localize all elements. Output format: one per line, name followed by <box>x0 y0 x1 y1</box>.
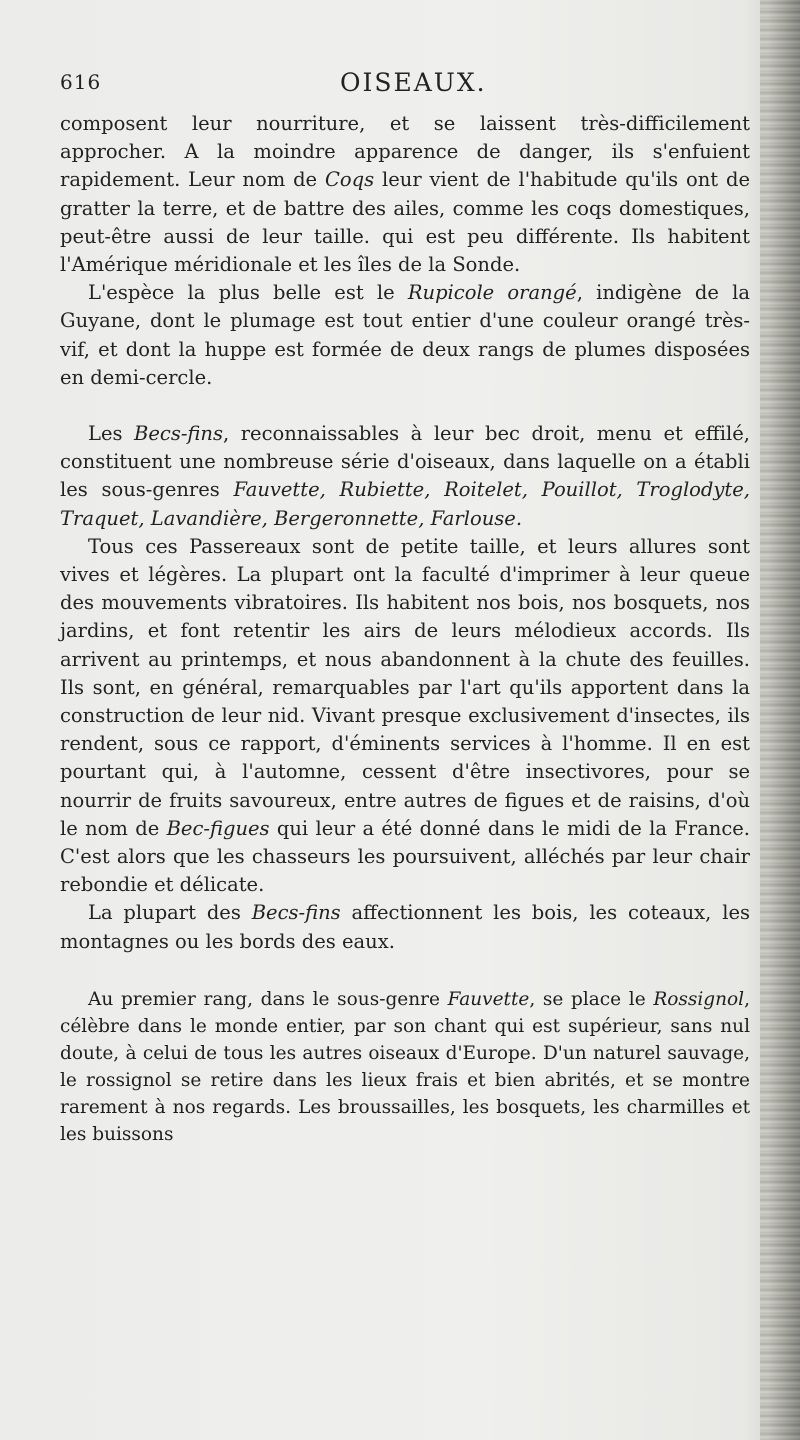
paragraph-4: Tous ces Passereaux sont de petite taille, et leurs allures sont vives et légères. La plupart ont la faculté d'imprimer à leur queue des mouvements vibratoires. Ils habitent nos bois, nos bosquets, nos jardins, et font retentir les airs de leurs mélodieux accords. Ils arrivent au printemps, et nous abandonnent à la chute des feuilles. Ils sont, en général, remarquables par l'art qu'ils apportent dans la construction de leur nid. Vivant presque exclusivement d'insectes, ils rendent, sous ce rapport, d'éminents services à l'homme. Il en est pourtant qui, à l'automne, cessent d'être insectivores, pour se nourrir de fruits savoureux, entre autres de figues et de raisins, d'où le nom de Bec-figues qui leur a été donné dans le midi de la France. C'est alors que les chasseurs les poursuivent, alléchés par leur chair rebondie et délicate. <box>60 534 750 897</box>
italic-term: Becs-fins <box>251 901 341 925</box>
italic-term: Fauvette <box>447 988 530 1010</box>
italic-term: Rupicole orangé <box>407 281 577 305</box>
page-header <box>60 68 750 104</box>
paragraph-1: composent leur nourriture, et se laissent très-difficilement approcher. A la moindre apparence de danger, ils s'enfuient rapidement. Leur nom de Coqs leur vient de l'habitude qu'ils ont de gratter la terre, et de battre des ailes, comme les coqs domestiques, peut-être aussi de leur taille. qui est peu différente. Ils habitent l'Amérique méridionale et les îles de la Sonde. <box>60 112 751 277</box>
paragraph-3: Les Becs-fins, reconnaissables à leur bec droit, menu et effilé, constituent une nombreuse série d'oiseaux, dans laquelle on a établi les sous-genres Fauvette, Rubiette, Roitelet, Pouillot, Troglodyte, Traquet, Lavandière, Bergeronnette, Farlouse. <box>60 422 750 530</box>
italic-term: Becs-fins <box>134 422 223 446</box>
italic-term: Bec-figues <box>166 816 270 840</box>
text-block <box>60 110 750 1148</box>
paragraph-5: La plupart des Becs-fins affectionnent les bois, les coteaux, les montagnes ou les bords des eaux. <box>60 901 750 953</box>
running-head: OISEAUX. <box>340 68 487 97</box>
italic-term: Rossignol <box>653 988 745 1010</box>
paragraph-2: L'espèce la plus belle est le Rupicole orangé, indigène de la Guyane, dont le plumage est tout entier d'une couleur orangé très-vif, et dont la huppe est formée de deux rangs de plumes disposées en demi-cercle. <box>60 281 750 389</box>
page-edge-shadow <box>760 0 800 1440</box>
paragraph-6-small-print: Au premier rang, dans le sous-genre Fauvette, se place le Rossignol, célèbre dans le monde entier, par son chant qui est supérieur, sans nul doute, à celui de tous les autres oiseaux d'Europe. D'un naturel sauvage, le rossignol se retire dans les lieux frais et bien abrités, et se montre rarement à nos regards. Les broussailles, les bosquets, les charmilles et les buissons <box>60 988 750 1145</box>
italic-term-list: Fauvette, Rubiette, Roitelet, Pouillot, Troglodyte, Traquet, Lavandière, Bergeronnette, Farlouse. <box>60 478 750 530</box>
italic-term: Coqs <box>324 168 375 192</box>
page-number: 616 <box>60 70 102 94</box>
